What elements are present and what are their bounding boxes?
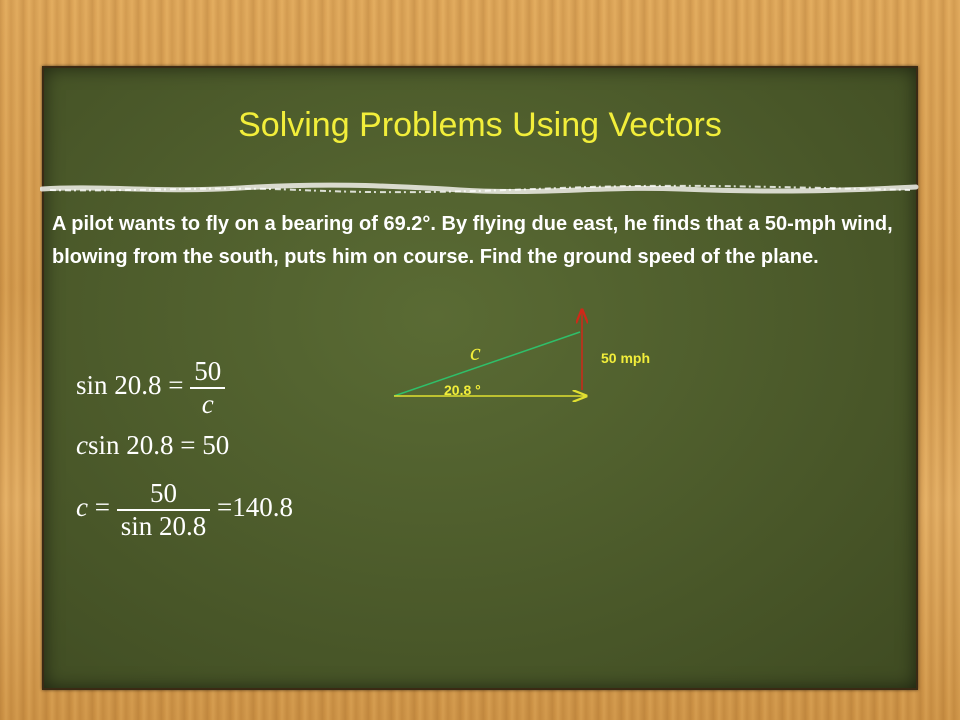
slide-title: Solving Problems Using Vectors <box>238 106 722 144</box>
wind-speed-label: 50 mph <box>601 350 651 366</box>
eq1-fraction <box>190 356 225 420</box>
eq1-numerator: 50 <box>194 356 222 386</box>
equation-solution <box>76 478 293 542</box>
eq3-fraction <box>117 478 211 542</box>
equation-cross-multiplied <box>76 430 229 461</box>
problem-statement: A pilot wants to fly on a bearing of 69.2°. By flying due east, he finds that a 50-mph wind, blowing from the south, puts him on course. Find the ground speed of the plane. <box>52 213 893 268</box>
eq1-lhs: sin 20.8 = <box>76 370 184 401</box>
eq3-result: =140.8 <box>216 492 293 523</box>
eq2-variable: c <box>76 430 88 460</box>
eq2-rest: sin 20.8 = 50 <box>87 430 230 460</box>
eq1-denominator: c <box>190 387 225 420</box>
angle-label: 20.8 ° <box>444 382 481 398</box>
vector-diagram <box>380 296 610 406</box>
eq3-variable: c <box>76 492 88 523</box>
eq3-equals: = <box>87 492 110 523</box>
chalk-divider <box>40 182 920 196</box>
ground-speed-vector <box>394 332 580 396</box>
eq3-numerator: 50 <box>149 478 177 508</box>
equation-sine-ratio <box>76 356 225 420</box>
hypotenuse-label: c <box>470 340 481 366</box>
eq3-denominator: sin 20.8 <box>117 509 211 542</box>
